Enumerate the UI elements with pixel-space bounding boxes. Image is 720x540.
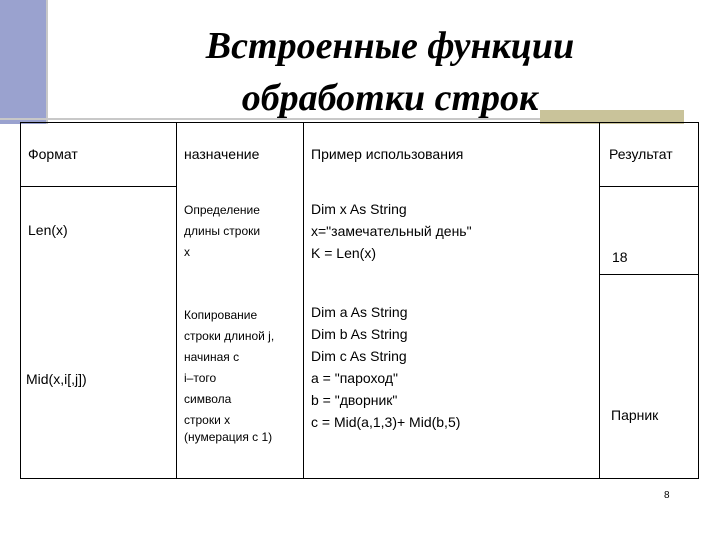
row2-purpose-line: Копирование — [184, 308, 258, 322]
row2-result: Парник — [611, 407, 659, 423]
header-purpose: назначение — [184, 146, 260, 162]
row2-purpose-line: символа — [184, 392, 232, 406]
row2-purpose-line: строки длиной j, — [184, 329, 275, 343]
header-result: Результат — [609, 146, 673, 162]
row-divider — [20, 186, 176, 187]
row1-result: 18 — [612, 249, 628, 265]
column-divider — [599, 122, 600, 479]
row1-example: Dim x As String x="замечательный день" K = Len(x) — [311, 201, 472, 261]
page-number: 8 — [664, 490, 670, 501]
header-format: Формат — [28, 146, 78, 162]
column-divider — [303, 122, 304, 479]
row2-purpose-line: i–того — [184, 371, 217, 385]
slide-title: Встроенные функции обработки строк — [205, 25, 575, 119]
decorative-vertical-rule — [46, 0, 48, 124]
header-example: Пример использования — [311, 146, 464, 162]
row2-format: Mid(x,i[,j]) — [26, 371, 87, 387]
column-divider — [176, 122, 177, 479]
row-divider — [599, 186, 699, 187]
row1-format: Len(x) — [28, 222, 68, 238]
decorative-sidebar-bar — [0, 0, 46, 124]
row2-purpose-line: строки х (нумерация с 1) — [184, 413, 273, 444]
row2-example: Dim a As String Dim b As String Dim c As String a = "пароход" b = "дворник" c = Mid(a,1,3)+ Mid(b,5) — [311, 304, 461, 430]
row1-purpose: Определение длины строки х — [184, 203, 261, 259]
row2-purpose-line: начиная с — [184, 350, 240, 364]
row-divider — [599, 274, 699, 275]
